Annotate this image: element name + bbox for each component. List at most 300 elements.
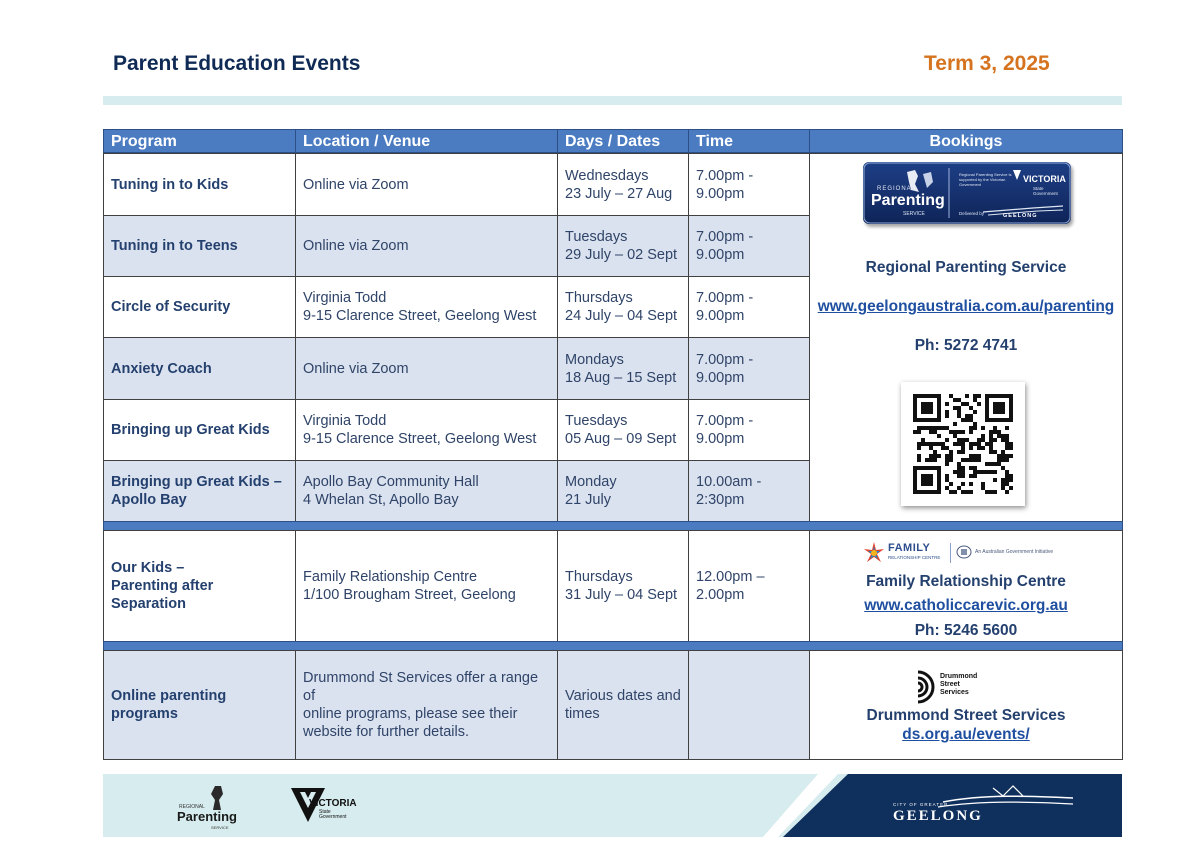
qr-module [1005,438,1009,442]
qr-module [917,446,921,450]
table-row-7-program [103,650,296,760]
program-name: Tuning in to Teens [111,238,238,254]
footer-victoria-logo [291,788,361,824]
drummond-logo-line: Street [940,681,960,688]
table-row-0-location [295,153,558,216]
qr-module [1009,418,1013,422]
qr-module [969,418,973,422]
qr-module [933,394,937,398]
table-row-3-dates [557,337,689,400]
qr-module [945,462,949,466]
table-row-4-dates [557,399,689,461]
qr-module [969,430,973,434]
drummond-logo-text [940,673,977,697]
qr-module [917,442,921,446]
frc-link[interactable]: www.catholiccarevic.org.au [864,597,1068,614]
term-label: Term 3, 2025 [924,52,1050,75]
frc-logo-divider [950,543,951,563]
qr-module [1001,482,1005,486]
table-row-1-time [688,215,810,277]
footer-parenting-big: Parenting [177,809,237,824]
qr-module [945,402,949,406]
time-text: 10.00am - 2:30pm [696,474,762,508]
col-header-time: Time [688,129,810,153]
qr-module [949,458,953,462]
qr-module [993,430,997,434]
qr-module [985,394,989,398]
table-row-4-time [688,399,810,461]
table-row-2-time [688,276,810,338]
frc-star-icon [862,541,886,565]
dates-text: Monday 21 July [565,474,617,508]
qr-module [937,414,941,418]
footer-parenting-sub: SERVICE [211,825,229,830]
qr-module [913,414,917,418]
qr-module [937,490,941,494]
drummond-logo-line: Drummond [940,673,978,680]
qr-module [929,446,933,450]
qr-module [937,434,941,438]
qr-module [989,430,993,434]
qr-module [913,406,917,410]
qr-module [913,398,917,402]
qr-module [953,430,957,434]
program-name: Bringing up Great Kids – Apollo Bay [111,474,282,508]
qr-module [913,466,917,470]
table-row-5-time [688,460,810,522]
qr-module [977,458,981,462]
qr-module [985,442,989,446]
qr-module [989,394,993,398]
qr-module [993,462,997,466]
footer-victoria-sub2: Government [319,814,347,820]
qr-module [949,482,953,486]
qr-module [1005,482,1009,486]
qr-module [1009,442,1013,446]
regional-parenting-badge-logo [863,162,1071,224]
drummond-name: Drummond Street Services [866,707,1066,724]
qr-module [921,478,925,482]
frc-logo [862,541,1072,565]
qr-module [1005,474,1009,478]
dates-text: Tuesdays 05 Aug – 09 Sept [565,413,677,447]
drummond-arc-icon [916,669,938,705]
qr-module [913,470,917,474]
qr-module [957,470,961,474]
dates-text: Tuesdays 29 July – 02 Sept [565,229,678,263]
drummond-link[interactable]: ds.org.au/events/ [902,726,1030,743]
qr-module [913,410,917,414]
qr-module [989,434,993,438]
footer-victoria-name: VICTORIA [309,798,357,809]
qr-module [965,394,969,398]
qr-module [977,442,981,446]
frc-logo-text: FAMILY [888,542,931,554]
qr-module [997,454,1001,458]
qr-module [945,426,949,430]
qr-module [933,426,937,430]
qr-module [925,442,929,446]
qr-module [957,414,961,418]
qr-module [1005,426,1009,430]
qr-module [1005,478,1009,482]
qr-module [1009,486,1013,490]
qr-module [949,454,953,458]
qr-module [961,482,965,486]
qr-module [933,490,937,494]
qr-code-icon [901,382,1025,506]
qr-module [989,442,993,446]
qr-module [997,406,1001,410]
qr-module [969,426,973,430]
qr-module [925,410,929,414]
qr-module [933,430,937,434]
qr-module [929,482,933,486]
qr-module [965,418,969,422]
frc-logo-sub: RELATIONSHIP CENTRE [888,555,941,560]
qr-module [937,410,941,414]
qr-module [953,398,957,402]
qr-module [981,486,985,490]
qr-module [957,466,961,470]
qr-module [965,438,969,442]
page-title: Parent Education Events [113,52,361,75]
qr-module [985,398,989,402]
table-row-2-location [295,276,558,338]
qr-module [921,402,925,406]
table-row-1-program [103,215,296,277]
qr-module [941,446,945,450]
qr-module [1005,490,1009,494]
qr-module [981,446,985,450]
qr-module [961,474,965,478]
badge-geelong: GEELONG [1003,213,1038,219]
location-text: Drummond St Services offer a range of online programs, please see their website for further details. [303,670,539,740]
qr-module [917,490,921,494]
qr-module [1005,446,1009,450]
qr-module [921,482,925,486]
qr-module [993,450,997,454]
qr-module [937,406,941,410]
badge-state: State Government [1033,186,1058,196]
qr-module [957,430,961,434]
dates-text: Various dates and times [565,688,681,722]
qr-module [961,470,965,474]
qr-module [921,406,925,410]
bookings-family-relationship [809,530,1123,642]
qr-module [965,414,969,418]
qr-module [945,438,949,442]
qr-module [989,438,993,442]
qr-module [977,438,981,442]
frc-phone: Ph: 5246 5600 [914,622,1018,639]
qr-module [925,426,929,430]
qr-module [985,470,989,474]
qr-module [929,402,933,406]
qr-module [957,406,961,410]
qr-module [929,458,933,462]
location-text: Family Relationship Centre 1/100 Brougham Street, Geelong [303,569,516,603]
footer-geelong-big: GEELONG [893,808,983,824]
badge-sub-label: SERVICE [903,211,925,217]
footer-victoria-sub1: State [319,809,331,815]
col-header-bookings: Bookings [809,129,1123,153]
coat-of-arms-icon [955,544,973,560]
qr-module [969,490,973,494]
qr-module [981,482,985,486]
qr-module [1005,394,1009,398]
location-text: Virginia Todd 9-15 Clarence Street, Geelong West [303,290,537,324]
location-text: Online via Zoom [303,360,409,377]
table-row-5-dates [557,460,689,522]
time-text: 7.00pm - 9.00pm [696,290,754,324]
col-header-program: Program [103,129,296,153]
qr-module [1001,454,1005,458]
qr-module [965,402,969,406]
bookings-drummond-street [809,650,1123,760]
qr-module [969,466,973,470]
time-text: 7.00pm - 9.00pm [696,413,754,447]
qr-module [925,482,929,486]
qr-module [925,458,929,462]
qr-module [961,418,965,422]
footer-geelong-small: CITY OF GREATER [893,802,949,807]
table-row-7-time [688,650,810,760]
qr-module [937,426,941,430]
qr-module [953,490,957,494]
qr-module [933,450,937,454]
table-row-0-dates [557,153,689,216]
qr-module [937,402,941,406]
qr-module [957,398,961,402]
program-name: Bringing up Great Kids [111,422,270,438]
program-name: Online parenting programs [111,688,227,722]
qr-module [969,446,973,450]
qr-module [937,394,941,398]
qr-module [921,426,925,430]
time-text: 7.00pm - 9.00pm [696,229,754,263]
qr-module [917,430,921,434]
qr-module [1001,406,1005,410]
qr-module [1001,486,1005,490]
regional-parenting-link[interactable]: www.geelongaustralia.com.au/parenting [817,298,1115,315]
qr-module [961,450,965,454]
qr-module [949,490,953,494]
qr-module [921,418,925,422]
qr-module [1001,418,1005,422]
qr-module [925,478,929,482]
qr-module [913,402,917,406]
qr-module [1005,454,1009,458]
location-text: Virginia Todd 9-15 Clarence Street, Geelong West [303,413,537,447]
qr-module [997,418,1001,422]
qr-module [1001,438,1005,442]
qr-module [921,466,925,470]
qr-module [957,410,961,414]
table-row-0-time [688,153,810,216]
qr-module [1001,402,1005,406]
qr-module [937,418,941,422]
qr-module [945,474,949,478]
table-row-4-program [103,399,296,461]
qr-module [1009,446,1013,450]
badge-delivered: Delivered by [959,211,985,216]
qr-module [997,402,1001,406]
qr-code[interactable] [901,382,1025,506]
qr-module [929,410,933,414]
qr-module [1009,406,1013,410]
qr-module [1005,458,1009,462]
qr-module [1001,410,1005,414]
qr-module [973,442,977,446]
qr-module [985,402,989,406]
dates-text: Thursdays 31 July – 04 Sept [565,569,678,603]
qr-module [937,466,941,470]
footer-parenting-logo [177,784,237,829]
footer-parenting-figure-icon [203,784,233,812]
badge-small-label: REGIONAL [877,186,917,192]
qr-module [953,406,957,410]
time-text: 7.00pm - 9.00pm [696,351,754,386]
qr-module [937,486,941,490]
qr-module [961,438,965,442]
qr-module [1009,414,1013,418]
qr-module [973,394,977,398]
qr-module [1005,418,1009,422]
qr-module [989,462,993,466]
qr-module [921,490,925,494]
table-row-0-program [103,153,296,216]
qr-module [993,406,997,410]
qr-module [933,454,937,458]
qr-module [921,394,925,398]
qr-module [1001,458,1005,462]
qr-module [945,478,949,482]
dates-text: Thursdays 24 July – 04 Sept [565,290,678,324]
qr-module [929,442,933,446]
qr-module [929,474,933,478]
program-name: Tuning in to Kids [111,176,229,193]
qr-module [921,442,925,446]
qr-module [929,466,933,470]
qr-module [917,454,921,458]
qr-module [945,410,949,414]
qr-module [997,430,1001,434]
qr-module [945,486,949,490]
qr-module [937,398,941,402]
regional-parenting-phone: Ph: 5272 4741 [914,337,1018,354]
qr-module [929,406,933,410]
qr-module [997,394,1001,398]
qr-module [917,394,921,398]
table-row-5-location [295,460,558,522]
qr-module [961,430,965,434]
qr-module [933,442,937,446]
qr-module [993,490,997,494]
footer-shape-icon [103,774,1122,837]
qr-module [929,430,933,434]
program-name: Anxiety Coach [111,360,212,377]
table-row-3-time [688,337,810,400]
qr-module [957,474,961,478]
qr-module [913,482,917,486]
badge-victoria: VICTORIA [1023,174,1066,184]
qr-module [957,442,961,446]
qr-module [953,434,957,438]
qr-module [961,458,965,462]
qr-module [1009,474,1013,478]
col-header-location: Location / Venue [295,129,558,153]
table-row-2-program [103,276,296,338]
qr-module [989,418,993,422]
qr-module [1009,394,1013,398]
qr-module [973,410,977,414]
qr-module [917,418,921,422]
qr-module [929,478,933,482]
qr-module [925,490,929,494]
qr-module [921,474,925,478]
frc-logo-note: An Australian Government Initiative [975,549,1054,555]
qr-module [929,426,933,430]
table-row-4-location [295,399,558,461]
qr-module [965,490,969,494]
qr-module [997,458,1001,462]
qr-module [969,414,973,418]
qr-module [977,470,981,474]
table-row-3-program [103,337,296,400]
qr-module [973,466,977,470]
col-header-dates: Days / Dates [557,129,689,153]
qr-module [1009,454,1013,458]
table-row-6-program [103,530,296,642]
qr-module [937,470,941,474]
qr-module [941,442,945,446]
qr-module [989,470,993,474]
qr-module [989,490,993,494]
qr-module [989,446,993,450]
qr-module [961,442,965,446]
qr-module [925,466,929,470]
qr-module [993,438,997,442]
program-name: Our Kids – Parenting after Separation [111,560,214,612]
qr-module [957,450,961,454]
table-row-7-dates [557,650,689,760]
dates-text: Mondays 18 Aug – 15 Sept [565,351,677,386]
qr-module [997,410,1001,414]
bookings-regional-parenting [809,153,1123,522]
qr-module [985,462,989,466]
qr-module [937,482,941,486]
program-name: Circle of Security [111,299,231,315]
qr-module [1005,434,1009,438]
qr-module [933,458,937,462]
footer-banner [103,774,1122,837]
qr-module [977,402,981,406]
qr-module [933,418,937,422]
qr-module [1009,398,1013,402]
qr-module [913,418,917,422]
qr-module [985,418,989,422]
time-text: 7.00pm - 9.00pm [696,167,754,202]
qr-module [1001,434,1005,438]
badge-big-label: Parenting [871,192,945,209]
qr-module [949,430,953,434]
qr-module [989,450,993,454]
qr-module [961,466,965,470]
qr-module [925,474,929,478]
qr-module [985,414,989,418]
location-text: Online via Zoom [303,176,409,193]
